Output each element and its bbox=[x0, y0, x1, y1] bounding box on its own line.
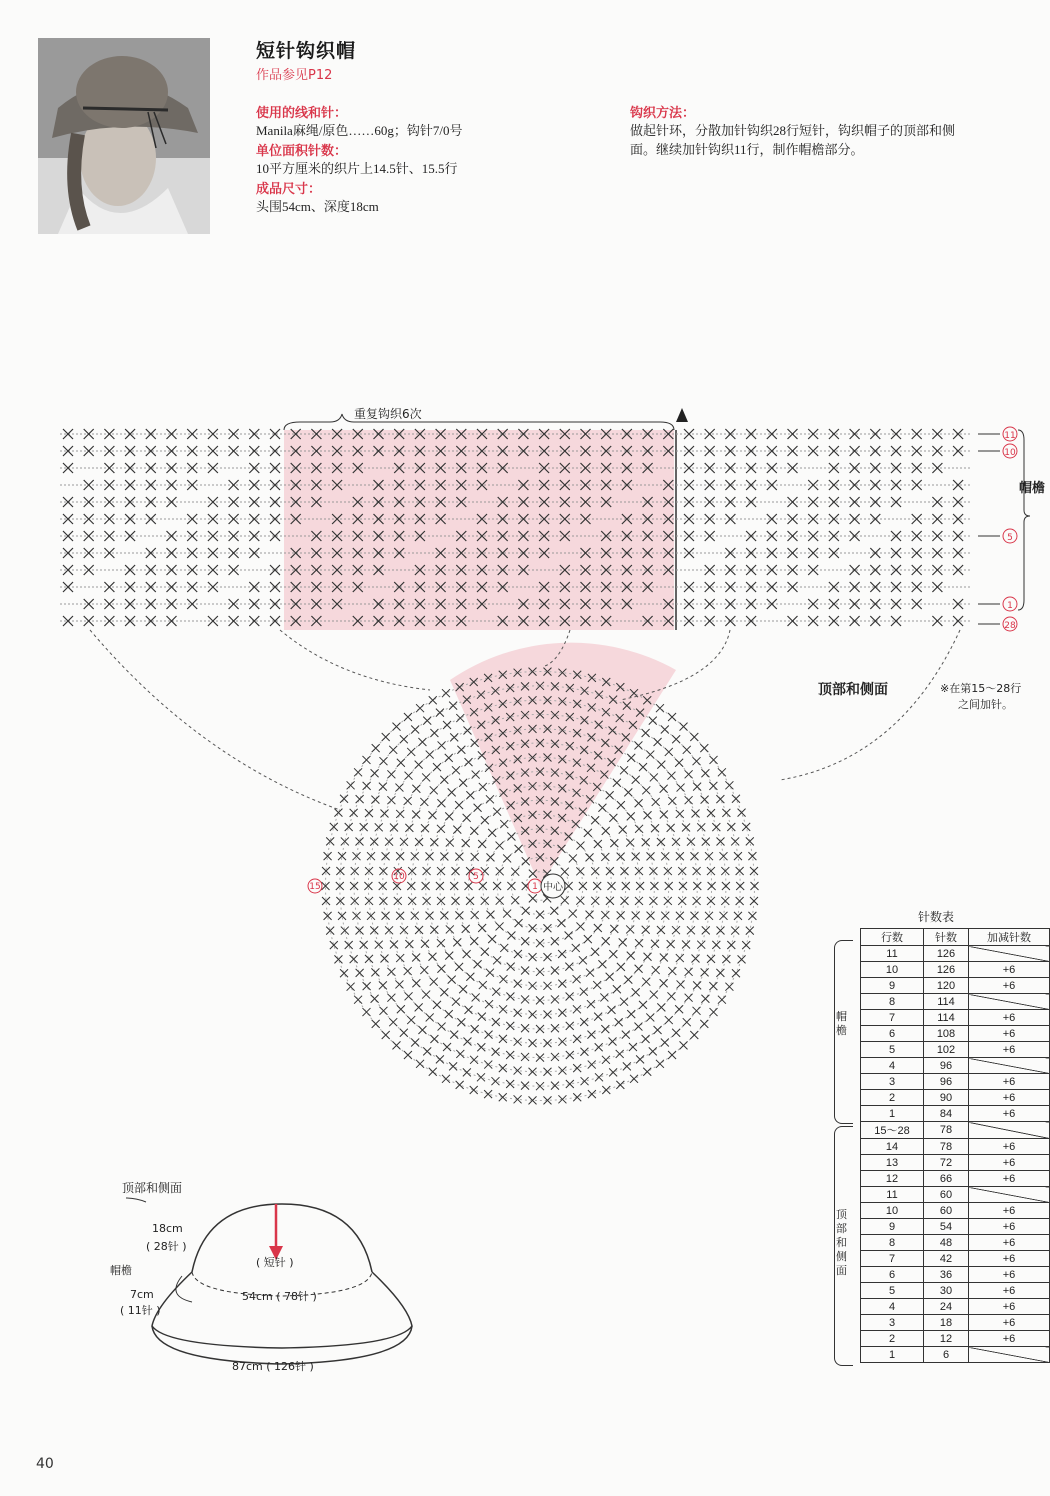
cell-row: 6 bbox=[861, 1267, 924, 1283]
cell-row: 5 bbox=[861, 1042, 924, 1058]
cell-row: 2 bbox=[861, 1090, 924, 1106]
stitch-table-row bbox=[861, 1219, 1050, 1235]
cell-count: 48 bbox=[924, 1235, 969, 1251]
stitch-table-row bbox=[861, 1251, 1050, 1267]
cell-row: 1 bbox=[861, 1347, 924, 1363]
stitch-table-row bbox=[861, 962, 1050, 978]
cell-count: 96 bbox=[924, 1058, 969, 1074]
cell-inc: +6 bbox=[969, 1139, 1050, 1155]
cell-inc bbox=[969, 994, 1050, 1010]
repeat-label: 重复钩织6次 bbox=[354, 407, 422, 421]
cell-row: 6 bbox=[861, 1026, 924, 1042]
crown-label: 顶部和侧面 bbox=[818, 682, 888, 698]
stitch-table-row bbox=[861, 1122, 1050, 1139]
stitch-type-label: ( 短针 ) bbox=[256, 1256, 294, 1269]
brim-circumference: 87cm ( 126针 ) bbox=[232, 1360, 314, 1373]
hat-photo bbox=[38, 38, 210, 234]
row-label-5: 5 bbox=[1007, 533, 1013, 543]
stitch-table-caption: 针数表 bbox=[917, 910, 954, 924]
cell-inc: +6 bbox=[969, 1267, 1050, 1283]
cell-row: 2 bbox=[861, 1331, 924, 1347]
crown-note-2: 之间加针。 bbox=[958, 698, 1013, 711]
stitch-table-row bbox=[861, 1155, 1050, 1171]
method-heading: 钩织方法： bbox=[630, 106, 696, 121]
cell-count: 6 bbox=[924, 1347, 969, 1363]
method-block bbox=[630, 102, 970, 159]
cell-row: 13 bbox=[861, 1155, 924, 1171]
stitch-table-row bbox=[861, 994, 1050, 1010]
depth-stitches: ( 28针 ) bbox=[146, 1240, 187, 1253]
cell-count: 114 bbox=[924, 994, 969, 1010]
cell-row: 4 bbox=[861, 1299, 924, 1315]
stitch-table-block bbox=[860, 908, 1032, 1363]
crown-note-1: ※在第15～28行 bbox=[940, 682, 1022, 695]
pattern-title: 短针钩织帽 bbox=[256, 40, 357, 62]
cell-inc bbox=[969, 1347, 1050, 1363]
stitch-table-row bbox=[861, 1235, 1050, 1251]
cell-count: 126 bbox=[924, 962, 969, 978]
size-value: 头围54cm、深度18cm bbox=[256, 199, 379, 214]
cell-count: 54 bbox=[924, 1219, 969, 1235]
depth-cm: 18cm bbox=[152, 1222, 183, 1235]
stitch-table-row bbox=[861, 1139, 1050, 1155]
cell-inc: +6 bbox=[969, 962, 1050, 978]
cell-count: 84 bbox=[924, 1106, 969, 1122]
brim-stitches: ( 11针 ) bbox=[120, 1304, 161, 1317]
cell-row: 12 bbox=[861, 1171, 924, 1187]
cell-inc: +6 bbox=[969, 1026, 1050, 1042]
row-label-11: 11 bbox=[1004, 431, 1016, 441]
cell-inc: +6 bbox=[969, 1090, 1050, 1106]
stitch-table-row bbox=[861, 1267, 1050, 1283]
cell-row: 10 bbox=[861, 1203, 924, 1219]
center-label: 中心 bbox=[543, 882, 563, 893]
woman-in-hat-image bbox=[38, 38, 210, 234]
row-label-10: 10 bbox=[1004, 448, 1016, 458]
cell-count: 60 bbox=[924, 1187, 969, 1203]
cell-row: 11 bbox=[861, 946, 924, 962]
cell-inc: +6 bbox=[969, 1155, 1050, 1171]
cell-row: 8 bbox=[861, 994, 924, 1010]
stitch-table-row bbox=[861, 1042, 1050, 1058]
stitch-table-row bbox=[861, 1074, 1050, 1090]
stitch-table-row bbox=[861, 1106, 1050, 1122]
crown-marker-15: 15 bbox=[309, 882, 321, 892]
cell-count: 90 bbox=[924, 1090, 969, 1106]
gauge-value: 10平方厘米的织片上14.5针、15.5行 bbox=[256, 161, 458, 176]
cell-count: 12 bbox=[924, 1331, 969, 1347]
cell-row: 8 bbox=[861, 1235, 924, 1251]
schematic-brim-label: 帽檐 bbox=[110, 1264, 132, 1277]
cell-count: 24 bbox=[924, 1299, 969, 1315]
stitch-table-row bbox=[861, 946, 1050, 962]
stitch-table-row bbox=[861, 1058, 1050, 1074]
cell-count: 66 bbox=[924, 1171, 969, 1187]
cell-count: 78 bbox=[924, 1122, 969, 1139]
cell-row: 4 bbox=[861, 1058, 924, 1074]
cell-count: 126 bbox=[924, 946, 969, 962]
cell-inc: +6 bbox=[969, 1074, 1050, 1090]
cell-row: 14 bbox=[861, 1139, 924, 1155]
cell-count: 42 bbox=[924, 1251, 969, 1267]
cell-count: 72 bbox=[924, 1155, 969, 1171]
method-text: 做起针环，分散加针钩织28行短针，钩织帽子的顶部和侧面。继续加针钩织11行，制作帽檐部分。 bbox=[630, 123, 956, 157]
stitch-table-row bbox=[861, 1010, 1050, 1026]
col-count: 针数 bbox=[924, 929, 969, 946]
cell-inc: +6 bbox=[969, 1042, 1050, 1058]
cell-row: 5 bbox=[861, 1283, 924, 1299]
gauge-heading: 单位面积针数： bbox=[256, 144, 348, 159]
cell-inc: +6 bbox=[969, 1203, 1050, 1219]
brim-chart bbox=[0, 400, 1046, 640]
stitch-table-row bbox=[861, 1315, 1050, 1331]
cell-inc: +6 bbox=[969, 1010, 1050, 1026]
crown-marker-1: 1 bbox=[532, 882, 538, 892]
brim-cm: 7cm bbox=[130, 1288, 154, 1301]
cell-count: 96 bbox=[924, 1074, 969, 1090]
cell-count: 60 bbox=[924, 1203, 969, 1219]
cell-row: 7 bbox=[861, 1010, 924, 1026]
cell-row: 7 bbox=[861, 1251, 924, 1267]
row-label-1: 1 bbox=[1007, 601, 1013, 611]
cell-count: 108 bbox=[924, 1026, 969, 1042]
stitch-table-row bbox=[861, 1299, 1050, 1315]
cell-inc: +6 bbox=[969, 1251, 1050, 1267]
cell-count: 102 bbox=[924, 1042, 969, 1058]
cell-count: 30 bbox=[924, 1283, 969, 1299]
cell-row: 3 bbox=[861, 1074, 924, 1090]
stitch-table-row bbox=[861, 1090, 1050, 1106]
hat-schematic bbox=[96, 1176, 436, 1386]
cell-count: 120 bbox=[924, 978, 969, 994]
stitch-table-row bbox=[861, 1171, 1050, 1187]
cell-row: 10 bbox=[861, 962, 924, 978]
stitch-table bbox=[860, 928, 1050, 1363]
cell-row: 15～28 bbox=[861, 1122, 924, 1139]
cell-row: 1 bbox=[861, 1106, 924, 1122]
stitch-table-row bbox=[861, 1026, 1050, 1042]
stitch-table-row bbox=[861, 1187, 1050, 1203]
cell-count: 114 bbox=[924, 1010, 969, 1026]
cell-inc: +6 bbox=[969, 1299, 1050, 1315]
crown-marker-10: 10 bbox=[393, 872, 405, 882]
cell-inc: +6 bbox=[969, 1315, 1050, 1331]
cell-inc bbox=[969, 946, 1050, 962]
cell-count: 36 bbox=[924, 1267, 969, 1283]
size-heading: 成品尺寸： bbox=[256, 182, 322, 197]
cell-inc: +6 bbox=[969, 1219, 1050, 1235]
head-circumference: 54cm ( 78针 ) bbox=[242, 1290, 317, 1303]
row-label-28: 28 bbox=[1004, 621, 1016, 631]
cell-inc: +6 bbox=[969, 1106, 1050, 1122]
brim-section-label: 帽檐 bbox=[1019, 481, 1046, 496]
table-brim-group: 帽檐 bbox=[836, 1010, 847, 1037]
cell-inc bbox=[969, 1058, 1050, 1074]
stitch-table-row bbox=[861, 978, 1050, 994]
cell-row: 11 bbox=[861, 1187, 924, 1203]
cell-count: 18 bbox=[924, 1315, 969, 1331]
cell-inc: +6 bbox=[969, 978, 1050, 994]
cell-inc: +6 bbox=[969, 1283, 1050, 1299]
cell-row: 3 bbox=[861, 1315, 924, 1331]
materials-value: Manila麻绳/原色……60g；钩针7/0号 bbox=[256, 123, 463, 138]
stitch-table-row bbox=[861, 1203, 1050, 1219]
start-arrow-icon bbox=[676, 408, 688, 422]
page-number: 40 bbox=[36, 1456, 54, 1472]
stitch-table-row bbox=[861, 1283, 1050, 1299]
col-change: 加减针数 bbox=[969, 929, 1050, 946]
cell-inc bbox=[969, 1187, 1050, 1203]
materials-heading: 使用的线和针： bbox=[256, 106, 348, 121]
col-rows: 行数 bbox=[861, 929, 924, 946]
schematic-title: 顶部和侧面 bbox=[122, 1181, 183, 1195]
cell-inc: +6 bbox=[969, 1331, 1050, 1347]
cell-inc: +6 bbox=[969, 1171, 1050, 1187]
cell-inc: +6 bbox=[969, 1235, 1050, 1251]
reference-page: 作品参见P12 bbox=[256, 68, 333, 83]
materials-block bbox=[256, 102, 586, 216]
crown-marker-5: 5 bbox=[473, 872, 479, 882]
cell-count: 78 bbox=[924, 1139, 969, 1155]
cell-inc bbox=[969, 1122, 1050, 1139]
stitch-table-row bbox=[861, 1331, 1050, 1347]
cell-row: 9 bbox=[861, 1219, 924, 1235]
table-crown-group: 顶部和侧面 bbox=[836, 1208, 847, 1277]
repeat-highlight bbox=[284, 430, 674, 630]
cell-row: 9 bbox=[861, 978, 924, 994]
stitch-table-row bbox=[861, 1347, 1050, 1363]
